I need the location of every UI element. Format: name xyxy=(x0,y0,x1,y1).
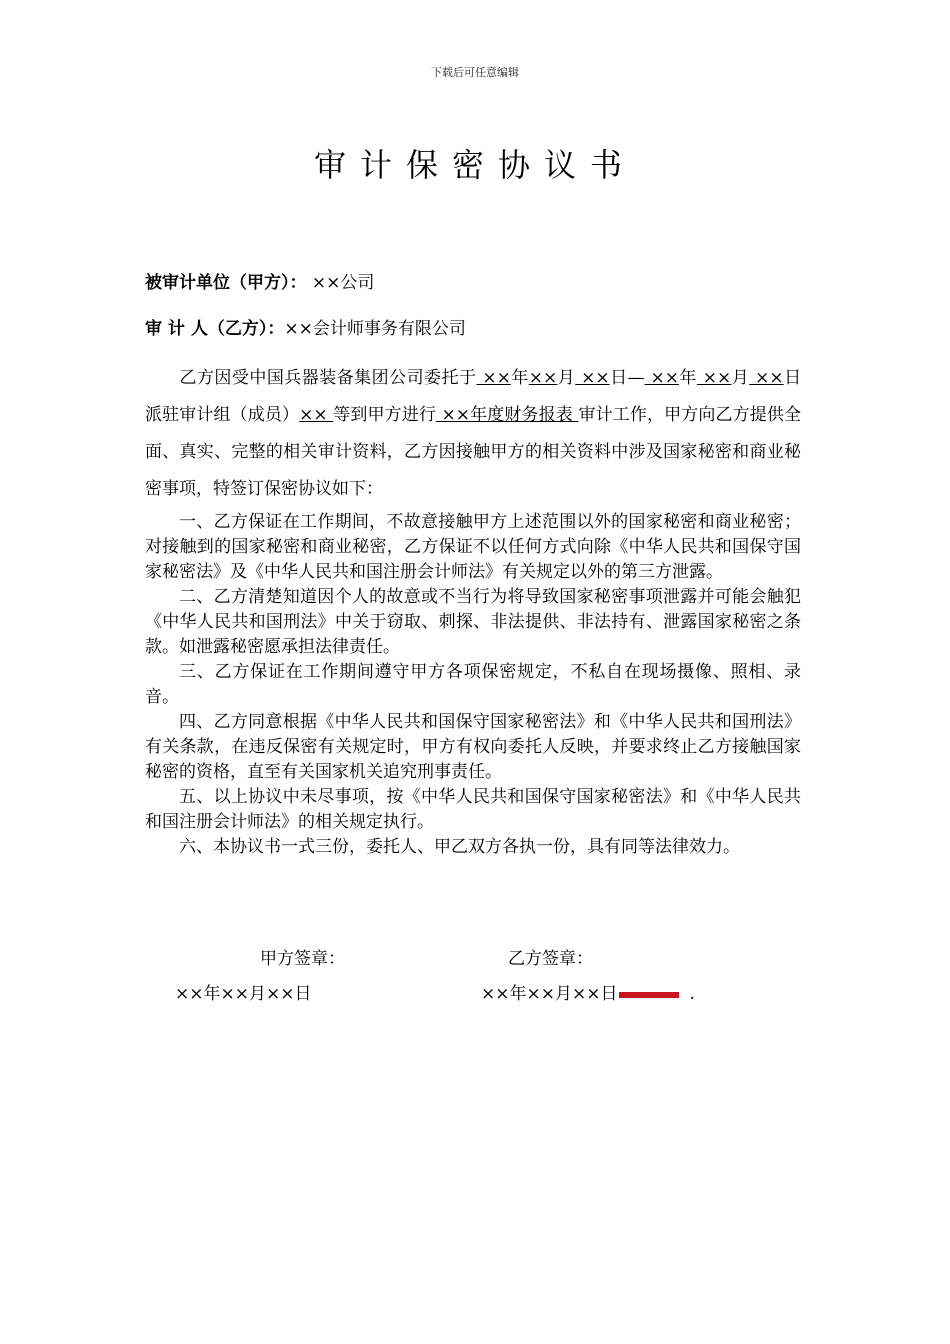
intro-blank: ×× xyxy=(575,368,610,388)
intro-blank: ×× xyxy=(476,368,511,388)
clause-5: 五、以上协议中未尽事项，按《中华人民共和国保守国家秘密法》和《中华人民共和国注册会计师法》的相关规定执行。 xyxy=(145,787,801,832)
header-note: 下载后可任意编辑 xyxy=(431,66,519,79)
clause-2: 二、乙方清楚知道因个人的故意或不当行为将导致国家秘密事项泄露并可能会触犯《中华人民共和国刑法》中关于窃取、刺探、非法提供、非法持有、泄露国家秘密之条款。如泄露秘密愿承担法律责任。 xyxy=(145,587,801,657)
intro-paragraph xyxy=(145,360,801,508)
party-a-signature-date: ××年××月××日 xyxy=(175,984,312,1004)
clause-4: 四、乙方同意根据《中华人民共和国保守国家秘密法》和《中华人民共和国刑法》有关条款，在违反保密有关规定时，甲方有权向委托人反映，并要求终止乙方接触国家秘密的资格，直至有关国家机关追究刑事责任。 xyxy=(145,712,801,782)
clause-list xyxy=(145,510,801,860)
intro-blank: ××年度财务报表 xyxy=(435,405,579,425)
intro-blank: ×× xyxy=(696,368,732,388)
party-b-signature-line xyxy=(481,979,695,1004)
party-b-signature-date: ××年××月××日 xyxy=(481,984,618,1004)
party-a-value: ××公司 xyxy=(306,273,375,293)
clause-6: 六、本协议书一式三份，委托人、甲乙双方各执一份，具有同等法律效力。 xyxy=(179,837,740,857)
intro-blank: ×× xyxy=(749,368,784,388)
intro-text: 年 xyxy=(510,368,529,388)
party-b-signature-label: 乙方签章： xyxy=(508,949,593,969)
trailing-dot: . xyxy=(689,984,695,1004)
party-a-label: 被审计单位（甲方）： xyxy=(145,273,307,293)
intro-text: 等到甲方进行 xyxy=(333,405,436,425)
clause-1: 一、乙方保证在工作期间，不故意接触甲方上述范围以外的国家秘密和商业秘密；对接触到的国家秘密和商业秘密，乙方保证不以任何方式向除《中华人民共和国保守国家秘密法》及《中华人民共和国注册会计师法》有关规定以外的第三方泄露。 xyxy=(145,512,801,582)
party-a-line xyxy=(145,268,374,293)
intro-blank: ×× xyxy=(528,368,558,388)
document-title: 审计保密协议书 xyxy=(313,146,636,184)
party-b-label: 审 计 人（乙方）： xyxy=(145,319,285,339)
intro-blank: ×× xyxy=(299,405,334,425)
intro-text: 日— xyxy=(609,368,645,388)
party-b-line xyxy=(145,314,466,339)
intro-blank: ×× xyxy=(644,368,679,388)
intro-text: 月 xyxy=(557,368,576,388)
clause-3: 三、乙方保证在工作期间遵守甲方各项保密规定，不私自在现场摄像、照相、录音。 xyxy=(145,662,801,707)
party-a-signature-label: 甲方签章： xyxy=(260,949,345,969)
intro-text: 年 xyxy=(678,368,697,388)
intro-text: 乙方因受中国兵器装备集团公司委托于 xyxy=(179,368,477,388)
intro-text: 月 xyxy=(731,368,750,388)
intro-text: 审计工作，甲方向乙方提供全面、真实、完整的相关审计资料，乙方因接触甲方的相关资料中涉及国家秘密和商业秘密事项，特签订保密协议如下： xyxy=(145,405,802,499)
red-mark xyxy=(619,992,679,998)
party-b-value: ××会计师事务有限公司 xyxy=(284,319,466,339)
intro-text: 日派驻审计组（成员） xyxy=(145,368,802,425)
